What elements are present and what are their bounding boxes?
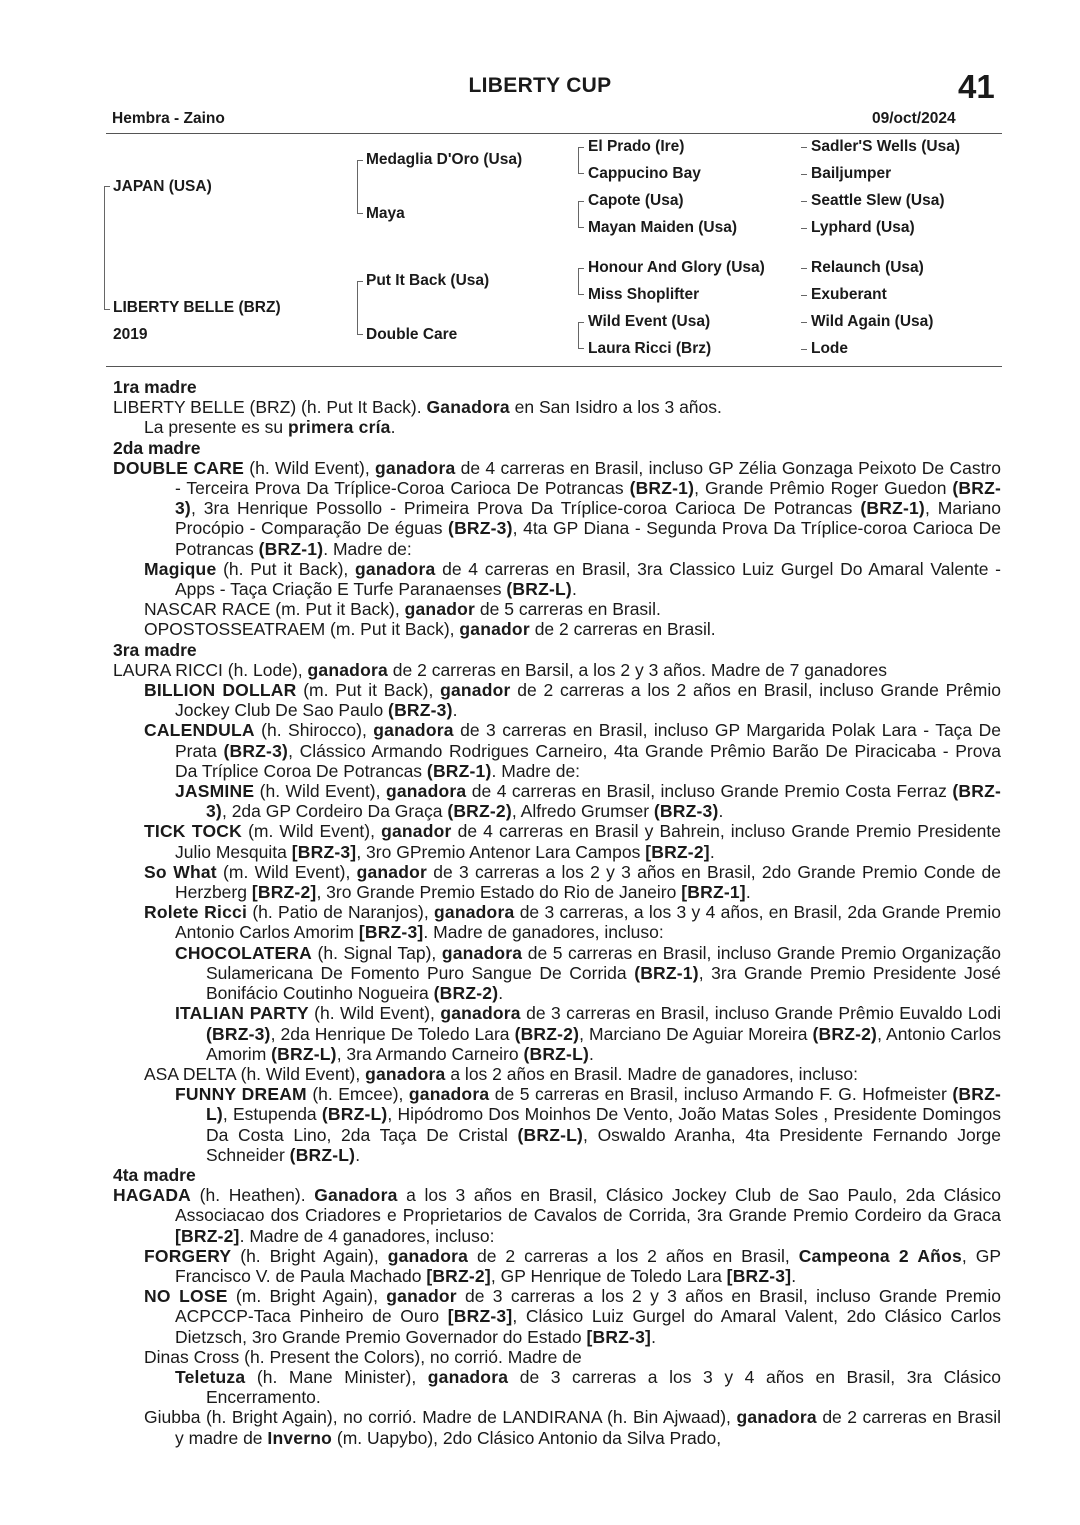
paragraph: JASMINE (h. Wild Event), ganadora de 4 carreras en Brasil, incluso Grande Premio Costa Ferraz (BRZ-3), 2da GP Cordeiro Da Graça (BRZ-2), Alfredo Grumser (BRZ-3). [175,781,1002,822]
section-heading: 2da madre [113,437,201,458]
pedigree-dash [801,268,807,269]
pedigree-bracket-g1 [104,186,110,310]
section-heading: 1ra madre [113,377,197,397]
section-heading: 4ta madre [113,1164,196,1185]
pedigree-g4: Lyphard (Usa) [811,219,915,236]
pedigree-g4: Wild Again (Usa) [811,313,934,330]
paragraph: ITALIAN PARTY (h. Wild Event), ganadora de 3 carreras en Brasil, incluso Grande Prêmio Euvaldo Lodi (BRZ-3), 2da Henrique De Toledo Lara (BRZ-2), Marciano De Aguiar Moreira (BRZ-2), Antonio Carlos Amorim (BRZ-L), 3ra Armando Carneiro (BRZ-L). [175,1003,1001,1064]
pedigree-g4: Sadler'S Wells (Usa) [811,138,960,155]
pedigree-dam: LIBERTY BELLE (BRZ) [113,299,281,316]
pedigree-dash [801,322,807,323]
paragraph: Giubba (h. Bright Again), no corrió. Madre de LANDIRANA (h. Bin Ajwaad), ganadora de 2 carreras en Brasil y madre de Inverno (m. Uapybo), 2do Clásico Antonio da Silva Prado, [144,1407,1001,1448]
pedigree-g4: Lode [811,340,849,357]
pedigree-sire: JAPAN (USA) [113,178,212,195]
paragraph: Dinas Cross (h. Present the Colors), no corrió. Madre de [144,1346,582,1367]
pedigree-g4: Bailjumper [811,165,892,182]
pedigree-year: 2019 [113,326,148,343]
pedigree-dash [801,228,807,229]
pedigree-bracket-g3b [578,201,584,228]
pedigree-g3: Honour And Glory (Usa) [588,259,765,276]
pedigree-g4: Relaunch (Usa) [811,259,924,276]
header-divider [106,133,1002,134]
pedigree-g4: Seattle Slew (Usa) [811,192,945,209]
pedigree-g2: Double Care [366,326,458,343]
paragraph: Rolete Ricci (h. Patio de Naranjos), ganadora de 3 carreras, a los 3 y 4 años, en Brasil, 2da Grande Premio Antonio Carlos Amorim [BRZ-3]. Madre de ganadores, incluso: [144,902,1002,943]
pedigree-g3: Miss Shoplifter [588,286,700,303]
pedigree-g2: Put It Back (Usa) [366,272,490,289]
page-number: 41 [958,68,995,105]
paragraph: LAURA RICCI (h. Lode), ganadora de 2 carreras en Barsil, a los 2 y 3 años. Madre de 7 ganadores [113,659,887,680]
pedigree-dash [801,174,807,175]
paragraph: So What (m. Wild Event), ganador de 3 carreras a los 2 y 3 años en Brasil, 2do Grande Premio Conde de Herzberg [BRZ-2], 3ro Grande Premio Estado do Rio de Janeiro [BRZ-1]. [144,861,1001,903]
dam-family-text [113,377,1001,1448]
paragraph: NASCAR RACE (m. Put it Back), ganador de 5 carreras en Brasil. [144,599,661,620]
paragraph: ASA DELTA (h. Wild Event), ganadora a los 2 años en Brasil. Madre de ganadores, incluso: [144,1063,858,1084]
pedigree-g3: Mayan Maiden (Usa) [588,219,738,236]
paragraph: FORGERY (h. Bright Again), ganadora de 2 carreras a los 2 años en Brasil, Campeona 2 Años, GP Francisco V. de Paula Machado [BRZ-2], GP Henrique de Toledo Lara [BRZ-3]. [144,1245,1001,1286]
paragraph: La presente es su primera cría. [144,417,396,438]
pedigree-g3: Laura Ricci (Brz) [588,340,712,357]
pedigree-dash [801,349,807,350]
paragraph: TICK TOCK (m. Wild Event), ganador de 4 carreras en Brasil y Bahrein, incluso Grande Premio Presidente Julio Mesquita [BRZ-3], 3ro GPremio Antenor Lara Campos [BRZ-2]. [144,821,1001,862]
paragraph: LIBERTY BELLE (BRZ) (h. Put It Back). Ganadora en San Isidro a los 3 años. [113,397,722,418]
paragraph: HAGADA (h. Heathen). Ganadora a los 3 años en Brasil, Clásico Jockey Club de Sao Paulo, 2da Clásico Associacao dos Criadores e Proprietarios de Cavalos de Corrida, 3ra Grande Premio Cordeiro da Graca [BRZ-2]. Madre de 4 ganadores, incluso: [113,1185,1001,1246]
paragraph: Teletuza (h. Mane Minister), ganadora de 3 carreras a los 3 y 4 años en Brasil, 3ra Clásico Encerramento. [175,1366,1001,1408]
date: 09/oct/2024 [872,110,956,127]
pedigree-g3: Cappucino Bay [588,165,701,182]
page-title: LIBERTY CUP [468,74,612,97]
pedigree-g3: Capote (Usa) [588,192,684,209]
paragraph: Magique (h. Put it Back), ganadora de 4 carreras en Brasil, 3ra Classico Luiz Gurgel Do Amaral Valente - Apps - Taça Criação E Turfe Paranaenses (BRZ-L). [144,558,1001,600]
section-heading: 3ra madre [113,639,197,660]
paragraph: DOUBLE CARE (h. Wild Event), ganadora de 4 carreras en Brasil, incluso GP Zélia Gonzaga Peixoto De Castro - Terceira Prova Da Tríplice-Coroa Carioca De Potrancas (BRZ-1), Grande Prêmio Roger Guedon (BRZ-3), 3ra Henrique Possollo - Primeira Prova Da Tríplice-coroa Carioca De Potrancas (BRZ-1), Mariano Procópio - Comparação De éguas (BRZ-3), 4ta GP Diana - Segunda Prova Da Tríplice-coroa Carioca De Potrancas (BRZ-1). Madre de: [113,457,1001,559]
paragraph: BILLION DOLLAR (m. Put it Back), ganador de 2 carreras a los 2 años en Brasil, incluso Grande Prêmio Jockey Club De Sao Paulo (BRZ-3). [144,680,1001,721]
pedigree-bracket-g3c [578,268,584,295]
pedigree-bracket-g2b [357,281,363,335]
pedigree-divider [106,366,1002,367]
pedigree-dash [801,201,807,202]
pedigree-bracket-g2a [357,160,363,214]
pedigree-g3: Wild Event (Usa) [588,313,711,330]
paragraph: NO LOSE (m. Bright Again), ganador de 3 carreras a los 2 y 3 años en Brasil, incluso Grande Premio ACPCCP-Taca Pinheiro de Ouro [BRZ-3], Clásico Luiz Gurgel do Amaral Valent, 2do Clásico Carlos Dietzsch, 3ro Grande Premio Governador do Estado [BRZ-3]. [144,1286,1002,1347]
paragraph: CHOCOLATERA (h. Signal Tap), ganadora de 5 carreras en Brasil, incluso Grande Premio Organização Sulamericana De Fomento Puro Sangue De Corrida (BRZ-1), 3ra Grande Premio Presidente José Bonifácio Coutinho Nogueira (BRZ-2). [175,942,1002,1004]
paragraph: CALENDULA (h. Shirocco), ganadora de 3 carreras en Brasil, incluso GP Margarida Polak Lara - Taça De Prata (BRZ-3), Clássico Armando Rodrigues Carneiro, 4ta Grande Prêmio Barão De Piracicaba - Prova Da Tríplice Coroa De Potrancas (BRZ-1). Madre de: [144,720,1001,781]
paragraph: OPOSTOSSEATRAEM (m. Put it Back), ganador de 2 carreras en Brasil. [144,619,716,640]
paragraph: FUNNY DREAM (h. Emcee), ganadora de 5 carreras en Brasil, incluso Armando F. G. Hofmeister (BRZ-L), Estupenda (BRZ-L), Hipódromo Dos Moinhos De Vento, João Matas Soles , Presidente Domingos Da Costa Lino, 2da Taça De Cristal (BRZ-L), Oswaldo Aranha, 4ta Presidente Fernando Jorge Schneider (BRZ-L). [175,1084,1001,1165]
pedigree-g2: Medaglia D'Oro (Usa) [366,151,523,168]
pedigree-bracket-g3a [578,147,584,174]
sex-color: Hembra - Zaino [112,110,225,127]
pedigree-g3: El Prado (Ire) [588,138,685,155]
pedigree-dash [801,295,807,296]
pedigree-dash [801,147,807,148]
pedigree-g2: Maya [366,205,405,222]
pedigree-g4: Exuberant [811,286,887,303]
pedigree-bracket-g3d [578,322,584,349]
